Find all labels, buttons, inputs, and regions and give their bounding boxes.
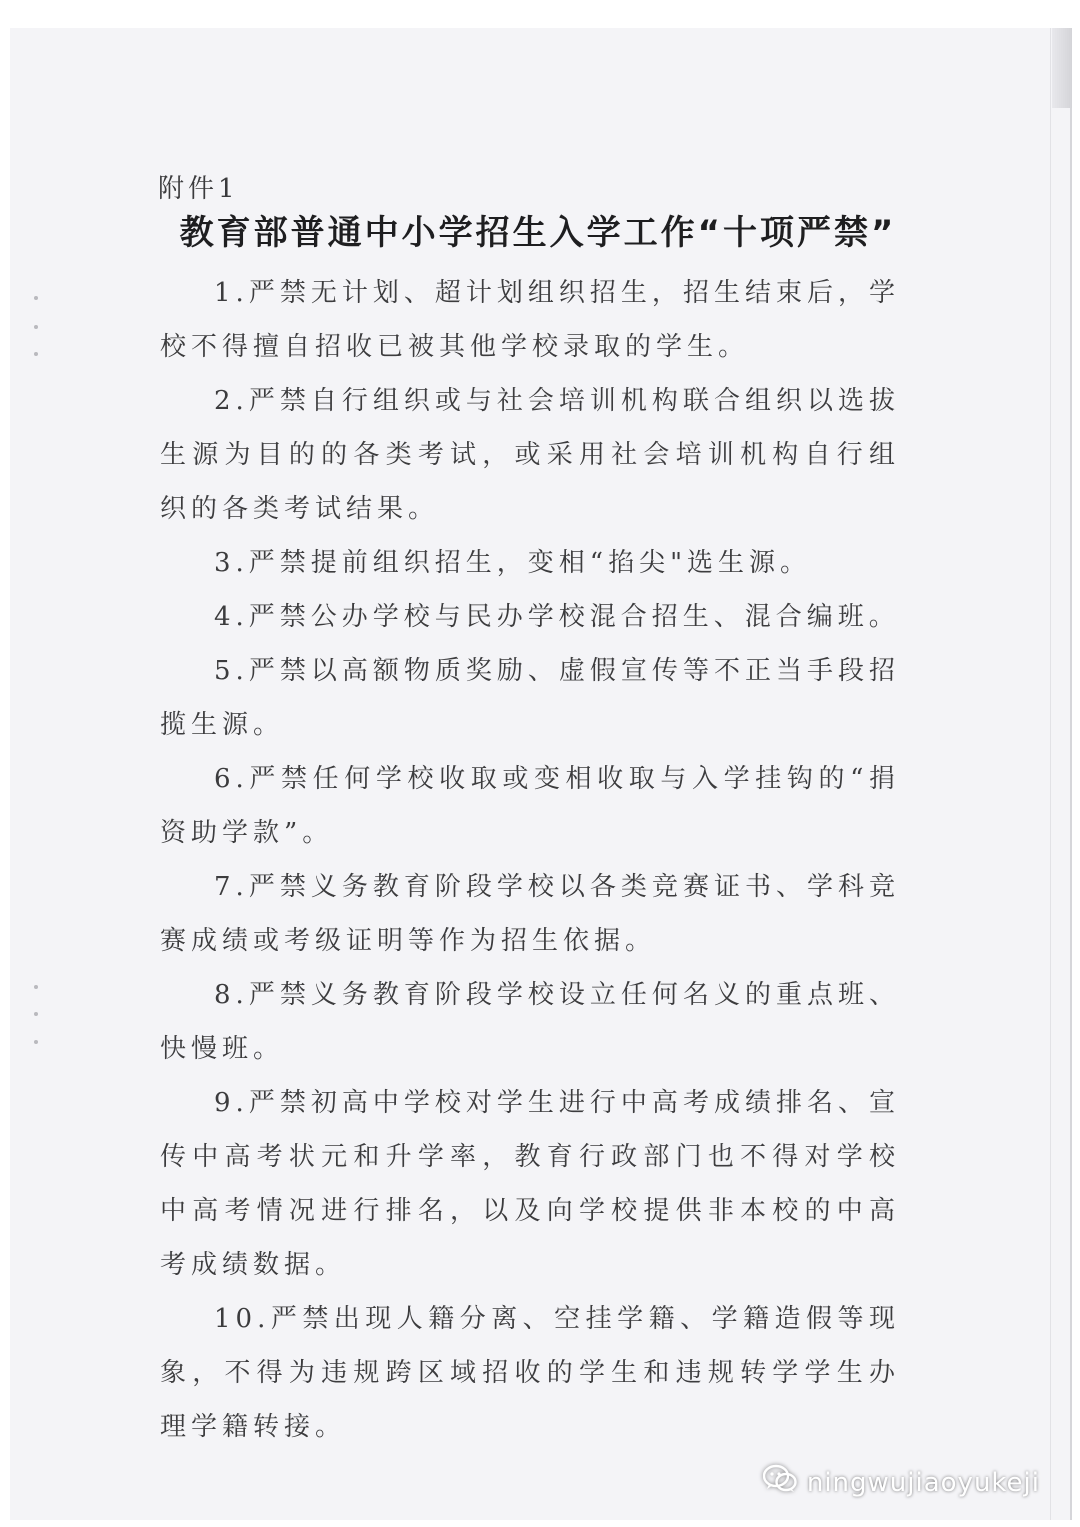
- document-body: [160, 266, 900, 1454]
- prohibition-item-10: 10.严禁出现人籍分离、空挂学籍、学籍造假等现象，不得为违规跨区域招收的学生和违规转学学生办理学籍转接。: [160, 1304, 900, 1442]
- binding-hole-mark: [34, 325, 38, 329]
- binding-hole-mark: [34, 352, 38, 356]
- prohibition-item-3: 3.严禁提前组织招生，变相“掐尖"选生源。: [214, 548, 812, 578]
- prohibition-item-8: 8.严禁义务教育阶段学校设立任何名义的重点班、快慢班。: [160, 980, 900, 1064]
- attachment-label: 附件1: [158, 174, 239, 204]
- paper-fold-line: [1050, 28, 1051, 1520]
- binding-hole-mark: [34, 985, 38, 989]
- binding-hole-mark: [34, 296, 38, 300]
- prohibition-item-9: 9.严禁初高中学校对学生进行中高考成绩排名、宣传中高考状元和升学率，教育行政部门也不得对学校中高考情况进行排名，以及向学校提供非本校的中高考成绩数据。: [160, 1088, 900, 1280]
- wechat-icon: [763, 1464, 797, 1501]
- prohibition-item-6: 6.严禁任何学校收取或变相收取与入学挂钩的“捐资助学款”。: [160, 764, 900, 848]
- binding-hole-mark: [34, 1040, 38, 1044]
- prohibition-item-5: 5.严禁以高额物质奖励、虚假宣传等不正当手段招揽生源。: [160, 656, 900, 740]
- document-title: 教育部普通中小学招生入学工作“十项严禁”: [179, 213, 897, 253]
- prohibition-item-7: 7.严禁义务教育阶段学校以各类竞赛证书、学科竞赛成绩或考级证明等作为招生依据。: [160, 872, 900, 956]
- paper-corner-shadow: [1052, 28, 1072, 108]
- binding-hole-mark: [34, 1012, 38, 1016]
- watermark-text: ningwujiaoyukeji: [806, 1467, 1040, 1498]
- account-watermark: [763, 1464, 1040, 1501]
- prohibition-item-4: 4.严禁公办学校与民办学校混合招生、混合编班。: [214, 602, 900, 632]
- prohibition-item-1: 1.严禁无计划、超计划组织招生，招生结束后，学校不得擅自招收已被其他学校录取的学生。: [160, 278, 900, 362]
- prohibition-item-2: 2.严禁自行组织或与社会培训机构联合组织以选拔生源为目的的各类考试，或采用社会培训机构自行组织的各类考试结果。: [160, 386, 900, 524]
